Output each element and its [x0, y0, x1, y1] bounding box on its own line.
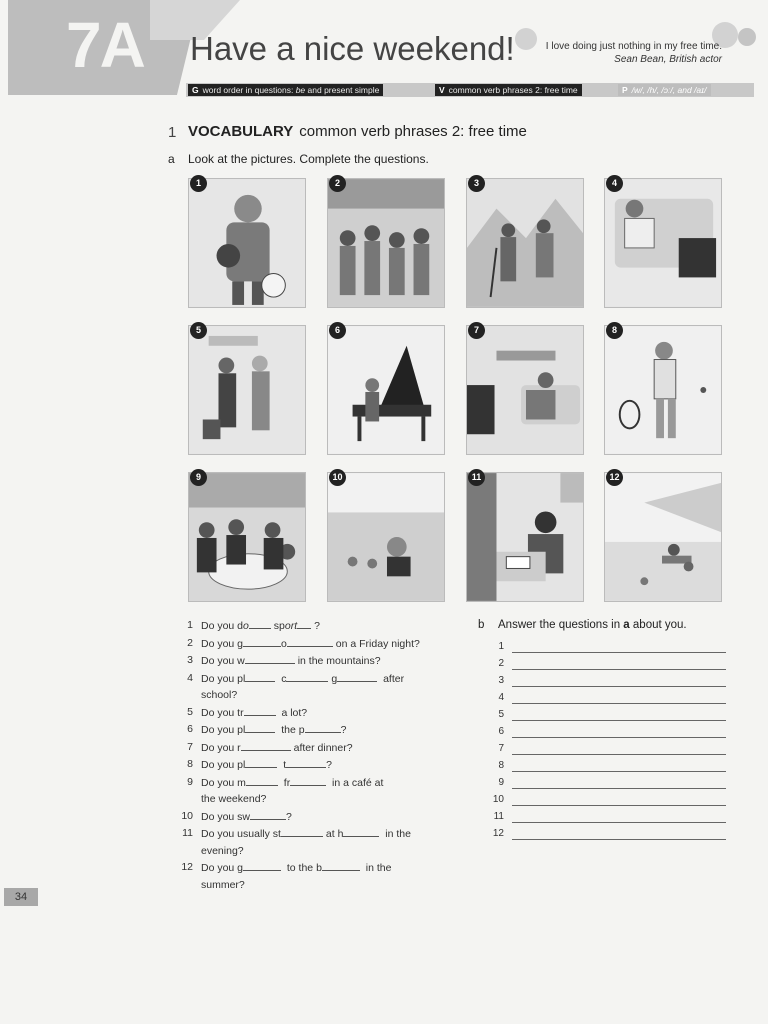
answer-number: 3 — [498, 675, 504, 686]
question-text: sp — [273, 620, 285, 632]
blank[interactable] — [343, 825, 379, 837]
picture-6 — [327, 325, 445, 455]
question-9 — [175, 774, 465, 808]
exercise-a-label: a — [168, 152, 175, 166]
question-text: the weekend? — [201, 793, 267, 805]
picture-number-badge: 8 — [606, 322, 623, 339]
question-number: 8 — [187, 758, 193, 770]
question-number: 9 — [187, 775, 193, 788]
question-text: at h — [325, 828, 344, 840]
answer-number: 10 — [492, 794, 504, 805]
question-number: 3 — [187, 654, 193, 666]
answer-number: 5 — [498, 709, 504, 720]
illustration — [467, 473, 583, 601]
page-title: Have a nice weekend! — [190, 30, 515, 67]
question-text: the p — [281, 724, 305, 736]
question-7 — [175, 739, 465, 757]
section-number: 1 — [168, 124, 177, 141]
question-text: school? — [201, 689, 238, 701]
illustration — [467, 179, 583, 307]
question-2 — [175, 635, 465, 653]
question-text: after — [383, 672, 405, 685]
tag-grammar — [188, 84, 383, 96]
answer-line-8[interactable] — [490, 757, 726, 774]
picture-12 — [604, 472, 722, 602]
blank[interactable] — [297, 617, 311, 629]
blank[interactable] — [245, 721, 275, 733]
page-number: 34 — [4, 888, 38, 906]
blank[interactable] — [243, 635, 281, 647]
question-4 — [175, 670, 465, 704]
question-text: Do you m — [201, 776, 246, 789]
question-text: Do you pl — [201, 672, 246, 685]
illustration — [605, 473, 721, 601]
picture-number-badge: 7 — [468, 322, 485, 339]
answer-underline[interactable] — [512, 720, 726, 721]
answer-underline[interactable] — [512, 652, 726, 653]
answer-underline[interactable] — [512, 822, 726, 823]
picture-11 — [466, 472, 584, 602]
answer-number: 11 — [493, 811, 504, 822]
question-text: in the — [385, 828, 411, 840]
picture-number-badge: 1 — [190, 175, 207, 192]
question-number: 5 — [187, 705, 193, 718]
picture-number-badge: 5 — [190, 322, 207, 339]
exercise-a-instruction: Look at the pictures. Complete the questions. — [188, 152, 429, 166]
picture-2 — [327, 178, 445, 308]
question-text: Do you g — [201, 862, 244, 874]
answer-number: 1 — [498, 641, 504, 652]
question-text: t — [283, 759, 287, 771]
blank[interactable] — [241, 739, 291, 751]
quote-text: I love doing just nothing in my free time. — [545, 41, 722, 52]
tag-text: word order in questions: — [202, 85, 296, 95]
question-list — [175, 617, 465, 893]
answer-number: 8 — [498, 760, 504, 771]
tag-letter: P — [622, 85, 628, 95]
tag-text: common verb phrases 2: free time — [448, 85, 578, 95]
question-text: after dinner? — [293, 741, 353, 754]
question-number: 11 — [182, 827, 193, 839]
question-text: ? — [286, 810, 292, 823]
answer-line-10[interactable] — [490, 791, 726, 808]
answer-lines — [490, 638, 726, 842]
answer-underline[interactable] — [512, 669, 726, 670]
exercise-b-label: b — [478, 619, 485, 631]
tag-letter: V — [439, 85, 445, 95]
answer-line-4[interactable] — [490, 689, 726, 706]
section-title — [188, 123, 527, 140]
question-11 — [175, 825, 465, 859]
question-text: ? — [340, 724, 347, 736]
section-title-rest: common verb phrases 2: free time — [299, 123, 527, 140]
question-number: 12 — [181, 861, 193, 873]
question-text: evening? — [201, 844, 244, 857]
question-text: ? — [311, 620, 320, 632]
question-number: 1 — [187, 619, 193, 631]
question-number: 10 — [181, 809, 193, 822]
instruction-text-rest: about you. — [629, 619, 687, 631]
answer-underline[interactable] — [512, 703, 726, 704]
illustration — [467, 326, 583, 454]
picture-10 — [327, 472, 445, 602]
tag-pronunciation — [618, 84, 711, 96]
answer-hint: o — [243, 620, 249, 632]
blank[interactable] — [290, 774, 326, 786]
question-10 — [175, 808, 465, 826]
answer-line-6[interactable] — [490, 723, 726, 740]
illustration — [189, 326, 305, 454]
answer-line-2[interactable] — [490, 655, 726, 672]
blank[interactable] — [281, 825, 323, 837]
question-number: 2 — [187, 636, 193, 649]
answer-line-5[interactable] — [490, 706, 726, 723]
tag-vocabulary — [435, 84, 582, 96]
answer-line-12[interactable] — [490, 825, 726, 842]
picture-4 — [604, 178, 722, 308]
blank[interactable] — [249, 617, 271, 629]
answer-line-9[interactable] — [490, 774, 726, 791]
question-text: Do you g — [201, 637, 244, 650]
answer-number: 12 — [492, 828, 504, 839]
tag-text-italic: /w/, /h/, /ɔː/, and /aɪ/ — [631, 85, 707, 95]
question-3 — [175, 652, 465, 670]
blank[interactable] — [305, 721, 341, 733]
blank[interactable] — [250, 808, 286, 820]
blank[interactable] — [245, 670, 275, 682]
question-text: Do you r — [201, 741, 241, 754]
question-text: c — [281, 672, 287, 685]
question-text: fr — [283, 776, 291, 789]
blank[interactable] — [286, 756, 326, 768]
illustration — [605, 179, 721, 307]
answer-underline[interactable] — [512, 754, 726, 755]
answer-underline[interactable] — [512, 805, 726, 806]
question-number: 6 — [187, 723, 193, 735]
picture-number-badge: 3 — [468, 175, 485, 192]
question-text: in the mountains? — [297, 655, 381, 667]
picture-1 — [188, 178, 306, 308]
blank[interactable] — [243, 859, 281, 871]
blank[interactable] — [245, 652, 295, 664]
instruction-text: Answer the questions in — [498, 619, 624, 631]
question-text: o — [281, 637, 287, 650]
question-text: in the — [365, 862, 392, 874]
decor-circle — [738, 28, 756, 46]
question-text: a lot? — [281, 706, 308, 719]
question-text: Do you usually st — [201, 828, 281, 840]
question-text: g — [331, 672, 338, 685]
blank[interactable] — [286, 670, 328, 682]
unit-code: 7A — [66, 9, 144, 81]
question-text: summer? — [201, 878, 245, 891]
answer-hint: ort — [284, 620, 298, 632]
header-quote — [546, 40, 722, 66]
answer-number: 4 — [498, 692, 504, 703]
answer-underline[interactable] — [512, 839, 726, 840]
question-text: Do you pl — [201, 759, 246, 771]
answer-line-3[interactable] — [490, 672, 726, 689]
answer-underline[interactable] — [512, 788, 726, 789]
question-text: Do you pl — [201, 724, 246, 736]
tag-letter: G — [192, 85, 199, 95]
blank[interactable] — [337, 670, 377, 682]
picture-number-badge: 2 — [329, 175, 346, 192]
illustration — [189, 473, 305, 601]
illustration — [605, 326, 721, 454]
picture-number-badge: 10 — [329, 469, 346, 486]
tag-text-rest: and present simple — [305, 85, 380, 95]
question-number: 7 — [187, 740, 193, 753]
answer-number: 6 — [498, 726, 504, 737]
picture-number-badge: 4 — [606, 175, 623, 192]
blank[interactable] — [245, 756, 277, 768]
question-text: Do you sw — [201, 810, 251, 823]
answer-line-7[interactable] — [490, 740, 726, 757]
tag-text-italic: be — [295, 85, 306, 95]
picture-number-badge: 11 — [468, 469, 485, 486]
answer-underline[interactable] — [512, 686, 726, 687]
blank[interactable] — [246, 774, 278, 786]
picture-3 — [466, 178, 584, 308]
question-text: in a café at — [332, 776, 384, 789]
question-5 — [175, 704, 465, 722]
question-1 — [175, 617, 465, 635]
illustration — [328, 326, 444, 454]
question-6 — [175, 721, 465, 739]
blank[interactable] — [244, 704, 276, 716]
question-number: 4 — [187, 671, 193, 684]
illustration — [189, 179, 305, 307]
question-12 — [175, 859, 465, 893]
question-text: to the b — [286, 862, 322, 874]
blank[interactable] — [322, 859, 360, 871]
question-text: Do you w — [201, 655, 245, 667]
answer-number: 9 — [498, 777, 504, 788]
picture-8 — [604, 325, 722, 455]
picture-7 — [466, 325, 584, 455]
answer-number: 2 — [498, 658, 504, 669]
answer-number: 7 — [498, 743, 504, 754]
exercise-b-instruction — [498, 619, 687, 631]
answer-underline[interactable] — [512, 737, 726, 738]
section-title-bold: VOCABULARY — [188, 123, 294, 140]
picture-number-badge: 9 — [190, 469, 207, 486]
answer-underline[interactable] — [512, 771, 726, 772]
decor-circle — [515, 28, 537, 50]
answer-line-11[interactable] — [490, 808, 726, 825]
picture-number-badge: 6 — [329, 322, 346, 339]
picture-number-badge: 12 — [606, 469, 623, 486]
question-text: Do you d — [201, 620, 244, 632]
instruction-bold: a — [623, 619, 630, 631]
question-text: Do you tr — [201, 706, 244, 719]
question-text: on a Friday night? — [332, 637, 420, 650]
question-8 — [175, 756, 465, 774]
picture-9 — [188, 472, 306, 602]
picture-5 — [188, 325, 306, 455]
illustration — [328, 179, 444, 307]
question-text: ? — [326, 759, 332, 771]
blank[interactable] — [287, 635, 333, 647]
quote-author: Sean Bean, British actor — [614, 54, 722, 65]
answer-line-1[interactable] — [490, 638, 726, 655]
illustration — [328, 473, 444, 601]
